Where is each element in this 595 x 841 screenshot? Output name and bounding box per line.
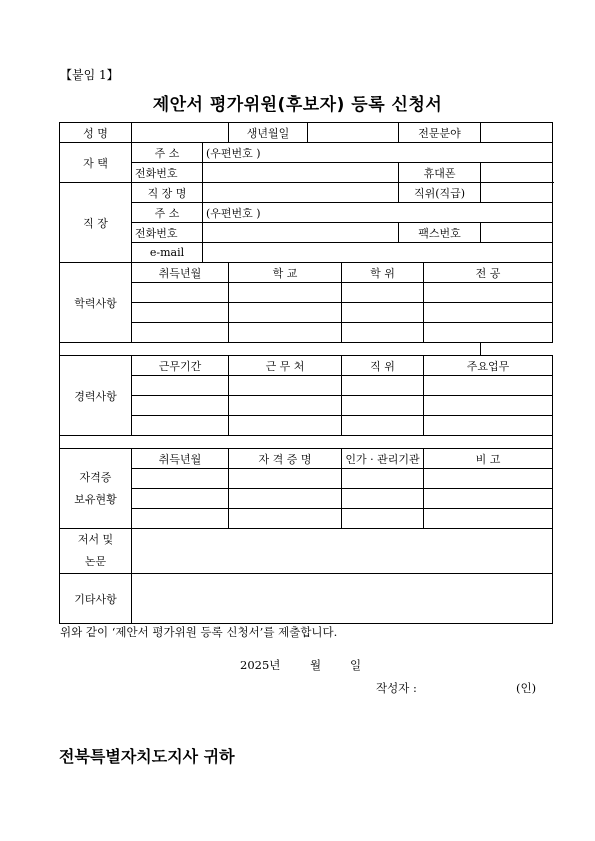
education-header-date: 취득년월 [132,263,229,283]
other-value[interactable] [132,574,553,624]
education-row [60,343,553,356]
other-row [60,574,553,624]
career-header-workplace: 근 무 처 [229,356,342,376]
certificate-header-authority: 인가 · 관리기관 [342,449,424,469]
work-company-label: 직 장 명 [132,183,203,203]
name-value[interactable] [132,123,229,143]
education-header-school: 학 교 [229,263,342,283]
publications-label-line1: 저서 및 [77,533,114,546]
education-label: 학력사항 [60,263,132,343]
career-header-duty: 주요업무 [424,356,553,376]
form-title: 제안서 평가위원(후보자) 등록 신청서 [152,95,443,115]
work-phone-label: 전화번호 [132,223,203,243]
education-row [60,323,553,343]
career-label: 경력사항 [60,356,132,436]
home-phone-label: 전화번호 [132,163,203,183]
education-header-degree: 학 위 [342,263,424,283]
career-row [60,396,553,416]
birth-value[interactable] [308,123,399,143]
home-mobile-label: 휴대폰 [399,163,481,183]
seal-mark: (인) [516,681,537,695]
education-row [60,283,553,303]
work-email-label: e-mail [132,243,203,263]
field-label: 전문분야 [399,123,481,143]
work-address-value[interactable]: (우편번호 ) [203,203,553,223]
career-row [60,436,553,449]
certificate-label-line1: 자격증 [79,470,112,484]
application-form-table [59,122,553,624]
work-email-row [60,243,553,263]
certificate-row [60,509,553,529]
education-header-row [60,263,553,283]
certificate-row [60,469,553,489]
work-address-label: 주 소 [132,203,203,223]
work-phone-row [60,223,553,243]
attachment-label: 【붙임 1】 [60,68,119,82]
certificate-header-row [60,449,553,469]
career-header-row [60,356,553,376]
home-mobile-value[interactable] [481,163,553,183]
work-email-value[interactable] [203,243,553,263]
addressee: 전북특별자치도지사 귀하 [59,747,235,766]
work-phone-value[interactable] [203,223,399,243]
work-fax-value[interactable] [481,223,553,243]
certificate-label [60,449,132,529]
home-label: 자 택 [60,143,132,183]
work-company-row [60,183,553,203]
date-line [240,657,361,673]
career-row [60,416,553,436]
home-phone-value[interactable] [203,163,399,183]
home-phone-row [60,163,553,183]
publications-label-line2: 논문 [84,555,107,568]
publications-value[interactable] [132,529,553,574]
home-address-row [60,143,553,163]
basic-info-row [60,123,553,143]
date-month: 월 [310,658,322,672]
publications-row [60,529,553,574]
work-fax-label: 팩스번호 [399,223,481,243]
home-address-value[interactable]: (우편번호 ) [203,143,553,163]
birth-label: 생년월일 [229,123,308,143]
other-label: 기타사항 [60,574,132,624]
certificate-row [60,489,553,509]
career-row [60,376,553,396]
home-address-label: 주 소 [132,143,203,163]
education-header-major: 전 공 [424,263,553,283]
work-company-value[interactable] [203,183,399,203]
career-header-position: 직 위 [342,356,424,376]
certificate-header-date: 취득년월 [132,449,229,469]
submission-statement: 위와 같이 ‘제안서 평가위원 등록 신청서’를 제출합니다. [60,625,338,639]
certificate-label-line2: 보유현황 [74,492,117,506]
work-position-value[interactable] [481,183,553,203]
career-header-period: 근무기간 [132,356,229,376]
field-value[interactable] [481,123,553,143]
author-label: 작성자 : [376,681,417,695]
work-address-row [60,203,553,223]
certificate-header-note: 비 고 [424,449,553,469]
date-year: 2025년 [240,658,281,672]
date-day: 일 [350,658,362,672]
work-label: 직 장 [60,183,132,263]
education-row [60,303,553,323]
publications-label [60,529,132,574]
name-label: 성 명 [60,123,132,143]
certificate-header-name: 자 격 증 명 [229,449,342,469]
work-position-label: 직위(직급) [399,183,481,203]
